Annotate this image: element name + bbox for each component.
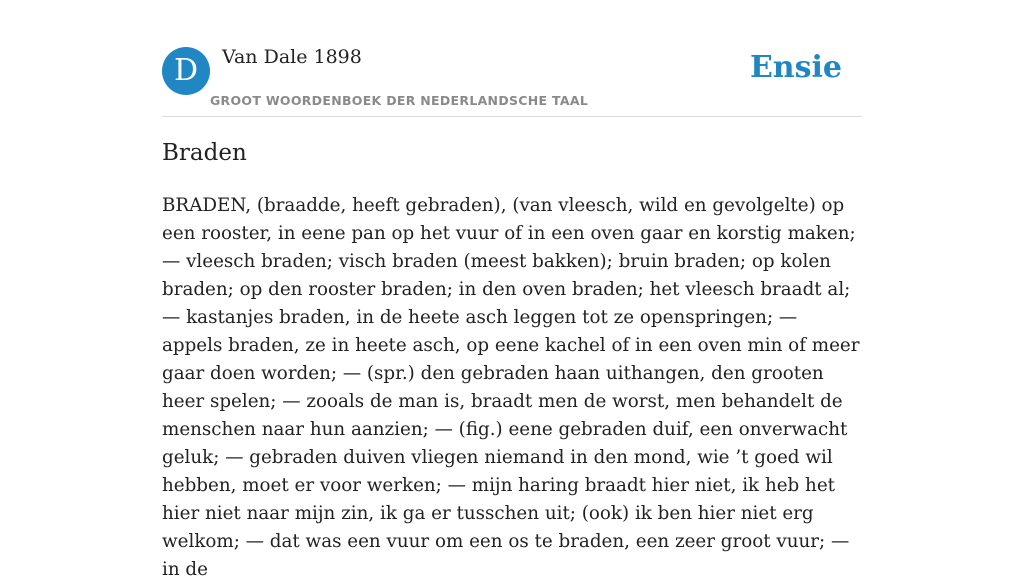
- brand-logo-link[interactable]: Ensie: [749, 50, 842, 85]
- source-subtitle: GROOT WOORDENBOEK DER NEDERLANDSCHE TAAL: [210, 93, 589, 108]
- entry-definition: BRADEN, (braadde, heeft gebraden), (van vleesch, wild en gevolgelte) op een rooster, in eene pan op het vuur of in een oven gaar en korstig maken; — vleesch braden; visch braden (meest bakken); bruin braden; op kolen braden; op den rooster braden; in den oven braden; het vleesch braadt al; — kastanjes braden, in de heete asch leggen tot ze openspringen; — appels braden, ze in heete asch, op eene kachel of in een oven min of meer gaar doen worden; — (spr.) den gebraden haan uithangen, den grooten heer spelen; — zooals de man is, braadt men de worst, men behandelt de menschen naar hun aanzien; — (fig.) eene gebraden duif, een onverwacht geluk; — gebraden duiven vliegen niemand in den mond, wie ’t goed wil hebben, moet er voor werken; — mijn haring braadt hier niet, ik heb het hier niet naar mijn zin, ik ga er tusschen uit; (ook) ik ben hier niet erg welkom; — dat was een vuur om een os te braden, een zeer groot vuur; — in de: [162, 195, 860, 580]
- entry-headword: Braden: [162, 140, 247, 166]
- header: [162, 0, 862, 117]
- dictionary-logo-icon: D: [162, 47, 210, 95]
- page: [162, 0, 862, 580]
- source-title[interactable]: Van Dale 1898: [222, 46, 362, 68]
